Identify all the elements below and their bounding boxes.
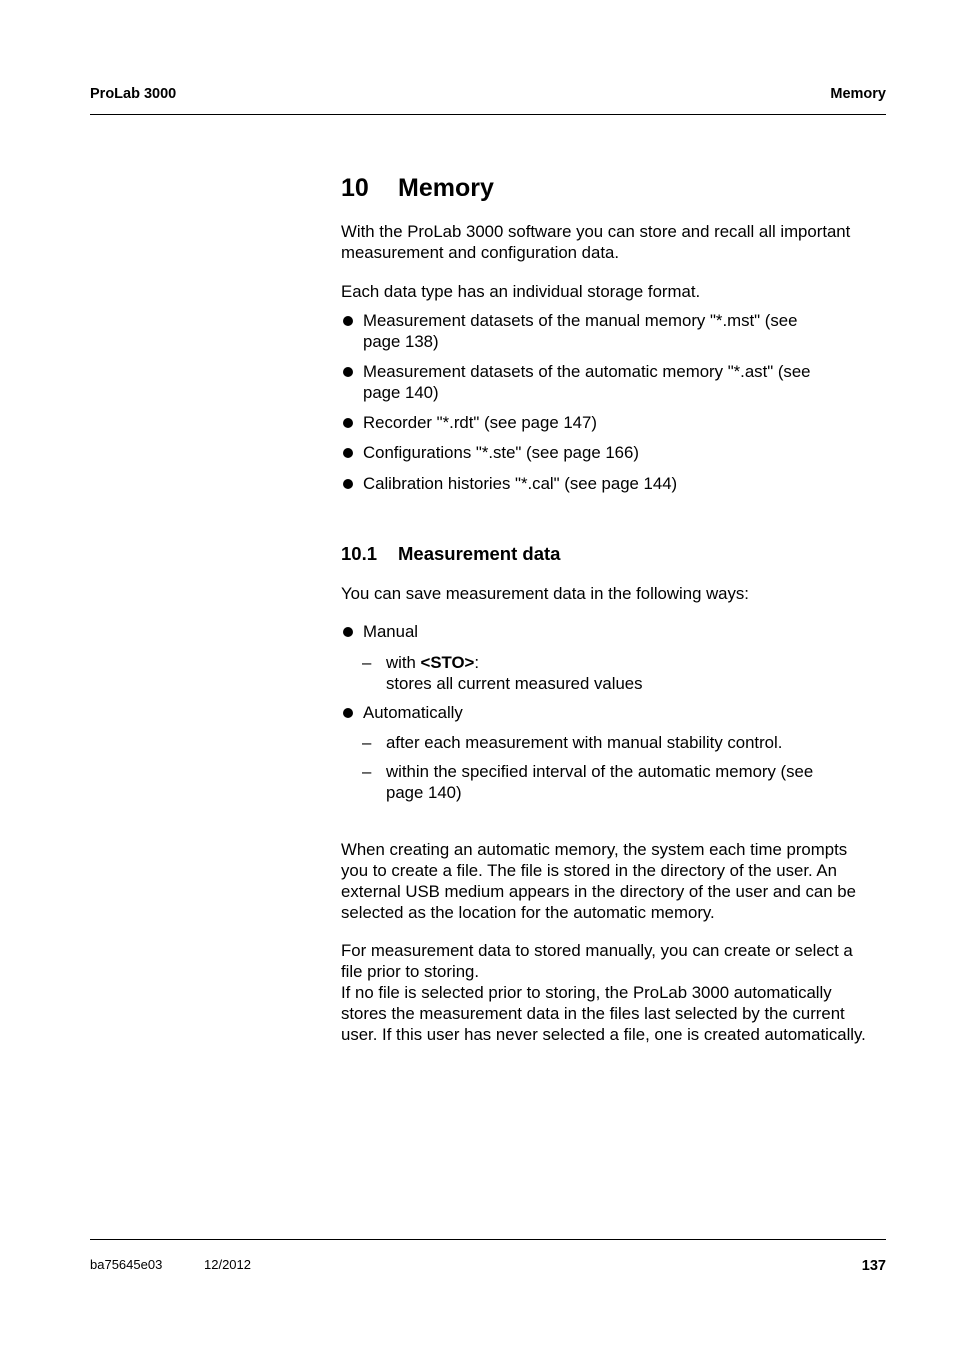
intro-line-2: measurement and configuration data. — [341, 243, 619, 262]
paragraph-line: user. If this user has never selected a file, one is created automatically. — [341, 1025, 866, 1044]
paragraph-line: external USB medium appears in the directory of the user and can be — [341, 882, 856, 901]
section-number: 10.1 — [341, 543, 378, 564]
header-product: ProLab 3000 — [90, 86, 177, 102]
sub-item-line-2: stores all current measured values — [386, 674, 643, 693]
bullet-icon — [343, 418, 353, 428]
sub-item-line: after each measurement with manual stability control. — [386, 733, 783, 752]
intro-line-1: With the ProLab 3000 software you can store and recall all important — [341, 222, 851, 241]
intro-paragraph-2: Each data type has an individual storage format. — [341, 282, 701, 301]
chapter-heading — [341, 174, 494, 203]
list-item-text: Configurations "*.ste" (see page 166) — [363, 443, 639, 462]
list-item-text: Measurement datasets of the automatic memory "*.ast" (see — [363, 362, 811, 381]
list-item-text: Calibration histories "*.cal" (see page 144) — [363, 474, 678, 493]
bullet-icon — [343, 316, 353, 326]
sub-item-suffix: : — [474, 653, 479, 672]
sub-item-prefix: with — [386, 653, 421, 672]
page-number: 137 — [861, 1258, 886, 1274]
bullet-icon — [343, 708, 353, 718]
section-title: Measurement data — [398, 543, 561, 564]
bullet-icon — [343, 367, 353, 377]
list-item-text: Automatically — [363, 703, 463, 722]
chapter-number: 10 — [341, 174, 369, 202]
paragraph-line: you to create a file. The file is stored in the directory of the user. An — [341, 861, 837, 880]
footer-doc-id: ba75645e03 — [90, 1257, 163, 1272]
paragraph-line: For measurement data to stored manually, you can create or select a — [341, 941, 853, 960]
bullet-icon — [343, 627, 353, 637]
paragraph-line: If no file is selected prior to storing, the ProLab 3000 automatically — [341, 983, 832, 1002]
footer-rule — [90, 1239, 886, 1240]
list-item-text: page 140) — [363, 383, 439, 402]
paragraph-line: stores the measurement data in the files last selected by the current — [341, 1004, 845, 1023]
automatic-memory-paragraph — [341, 839, 901, 923]
dash-marker: – — [362, 653, 372, 672]
sub-item-line — [386, 652, 643, 673]
bullet-icon — [343, 448, 353, 458]
sub-item-line-2: page 140) — [386, 783, 462, 802]
dash-marker: – — [362, 762, 372, 781]
list-item-text: Measurement datasets of the manual memory "*.mst" (see — [363, 311, 798, 330]
paragraph-line: When creating an automatic memory, the system each time prompts — [341, 840, 848, 859]
sto-key-label: <STO> — [420, 653, 475, 672]
intro-paragraph-1 — [341, 221, 901, 263]
list-item-text: page 138) — [363, 332, 439, 351]
paragraph-line: file prior to storing. — [341, 962, 480, 981]
bullet-icon — [343, 479, 353, 489]
sub-item-line: within the specified interval of the automatic memory (see — [386, 762, 814, 781]
section-lead: You can save measurement data in the following ways: — [341, 584, 749, 603]
chapter-title: Memory — [398, 174, 494, 202]
footer-date: 12/2012 — [204, 1257, 251, 1272]
manual-storage-paragraph — [341, 940, 901, 1045]
header-rule — [90, 114, 886, 115]
list-item-text: Manual — [363, 622, 419, 641]
header-section: Memory — [830, 86, 886, 102]
page-header — [90, 86, 886, 106]
section-heading — [341, 543, 560, 565]
paragraph-line: selected as the location for the automatic memory. — [341, 903, 715, 922]
dash-marker: – — [362, 733, 372, 752]
list-item-text: Recorder "*.rdt" (see page 147) — [363, 413, 597, 432]
